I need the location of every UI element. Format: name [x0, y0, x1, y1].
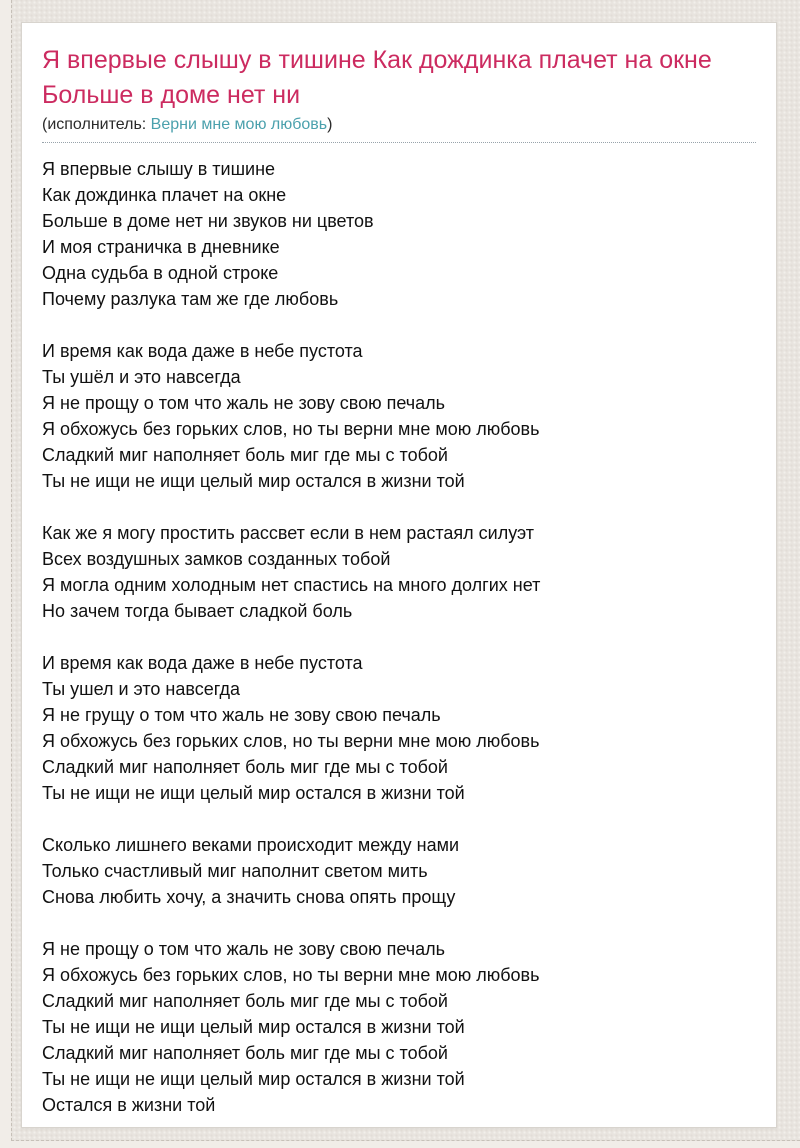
- dotted-separator: [42, 142, 756, 143]
- artist-label-suffix: ): [327, 116, 333, 133]
- lyrics-stanza: Сколько лишнего веками происходит между нами Только счастливый миг наполнит светом мить Снова любить хочу, а значить снова опять прощу: [42, 835, 460, 907]
- lyrics: [42, 156, 756, 1118]
- artist-line: [42, 115, 756, 135]
- lyrics-stanza: Я впервые слышу в тишине Как дождинка плачет на окне Больше в доме нет ни звуков ни цветов И моя страничка в дневнике Одна судьба в одной строке Почему разлука там же где любовь: [42, 159, 374, 309]
- lyrics-stanza: И время как вода даже в небе пустота Ты ушел и это навсегда Я не грущу о том что жаль не зову свою печаль Я обхожусь без горьких слов, но ты верни мне мою любовь Сладкий миг наполняет боль миг где мы с тобой Ты не ищи не ищи целый мир остался в жизни той: [42, 653, 540, 803]
- lyrics-stanza: Я не прощу о том что жаль не зову свою печаль Я обхожусь без горьких слов, но ты верни мне мою любовь Сладкий миг наполняет боль миг где мы с тобой Ты не ищи не ищи целый мир остался в жизни той Сладкий миг наполняет боль миг где мы с тобой Ты не ищи не ищи целый мир остался в жизни той Остался в жизни той: [42, 939, 540, 1115]
- song-title: Я впервые слышу в тишине Как дождинка плачет на окне Больше в доме нет ни: [42, 46, 712, 109]
- song-card: [21, 22, 777, 1128]
- lyrics-stanza: Как же я могу простить рассвет если в нем растаял силуэт Всех воздушных замков созданных тобой Я могла одним холодным нет спастись на много долгих нет Но зачем тогда бывает сладкой боль: [42, 523, 541, 621]
- artist-link[interactable]: Верни мне мою любовь: [150, 116, 328, 133]
- artist-label-prefix: (исполнитель:: [42, 116, 147, 133]
- lyrics-stanza: И время как вода даже в небе пустота Ты ушёл и это навсегда Я не прощу о том что жаль не зову свою печаль Я обхожусь без горьких слов, но ты верни мне мою любовь Сладкий миг наполняет боль миг где мы с тобой Ты не ищи не ищи целый мир остался в жизни той: [42, 341, 540, 491]
